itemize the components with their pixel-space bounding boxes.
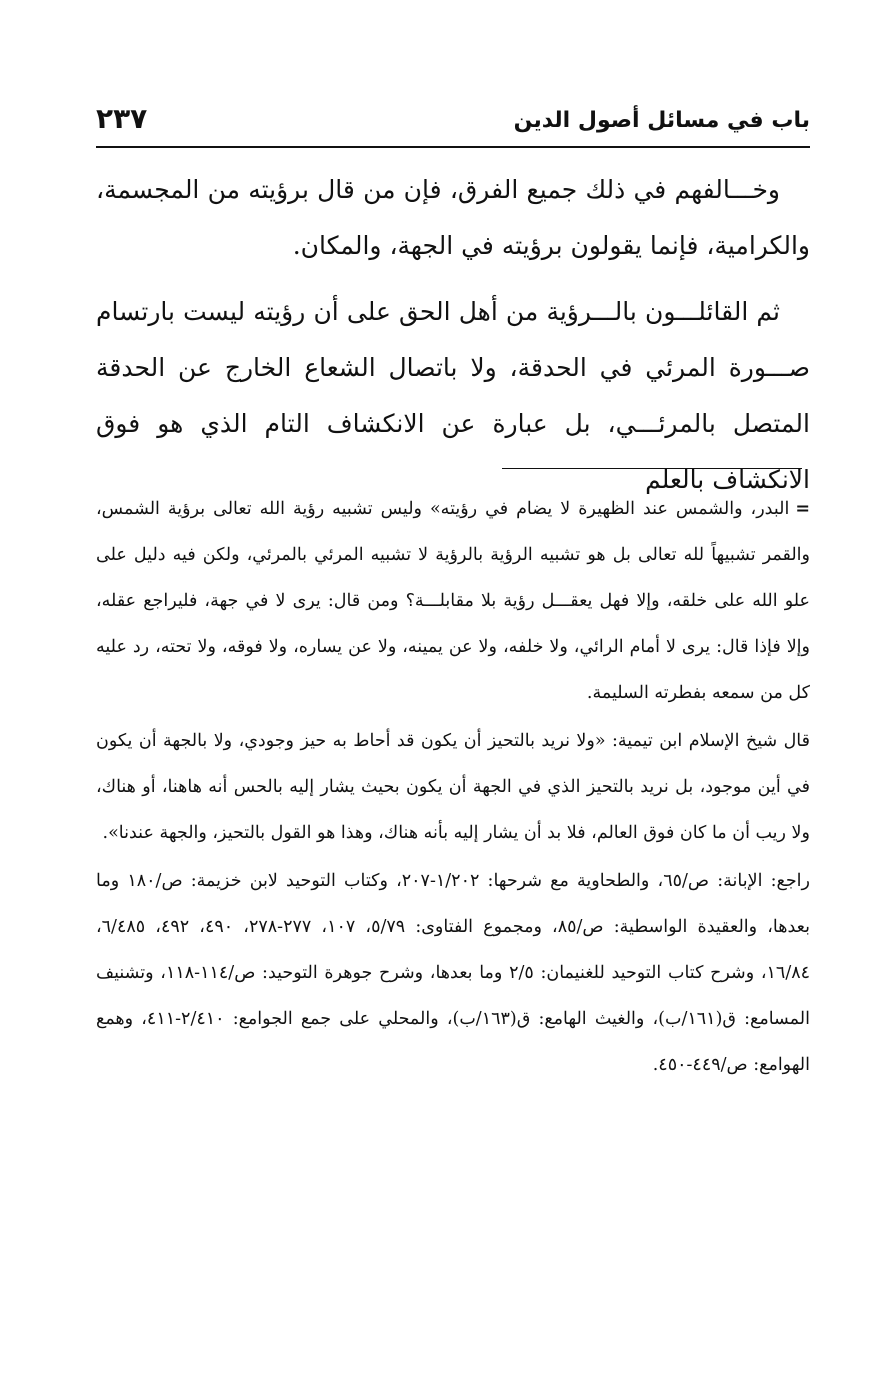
main-text	[96, 162, 810, 518]
footnote-text-1: البدر، والشمس عند الظهيرة لا يضام في رؤيته» وليس تشبيه رؤية الله تعالى برؤية الشمس، والقمر تشبيهاً لله تعالى بل هو تشبيه الرؤية بالرؤية لا تشبيه المرئي بالمرئي، ولكن فيه دليل على علو الله على خلقه، وإلا فهل يعقـــل رؤية بلا مقابلـــة؟ ومن قال: يرى لا في جهة، فليراجع عقله، وإلا فإذا قال: يرى لا أمام الرائي، ولا خلفه، ولا عن يمينه، ولا عن يساره، ولا فوقه، ولا تحته، رد عليه كل من سمعه بفطرته السليمة.	[96, 499, 810, 703]
main-paragraph-2: ثم القائلـــون بالـــرؤية من أهل الحق على أن رؤيته ليست بارتسام صـــورة المرئي في الحدقة، ولا باتصال الشعاع الخارج عن الحدقة المتصل بالمرئـــي، بل عبارة عن الانكشاف التام الذي هو فوق الانكشاف بالعلم	[96, 297, 810, 494]
footnote-continuation-mark: =	[795, 499, 810, 519]
main-paragraph-1: وخـــالفهم في ذلك جميع الفرق، فإن من قال برؤيته من المجسمة، والكرامية، فإنما يقولون برؤيته في الجهة، والمكان.	[96, 175, 810, 260]
footnote-paragraph-3: راجع: الإبانة: ص/٦٥، والطحاوية مع شرحها: ١/٢٠٢-٢٠٧، وكتاب التوحيد لابن خزيمة: ص/١٨٠ وما بعدها، والعقيدة الواسطية: ص/٨٥، ومجموع الفتاوى: ٥/٧٩، ١٠٧، ٢٧٧-٢٧٨، ٤٩٠، ٤٩٢، ٦/٤٨٥، ١٦/٨٤، وشرح كتاب التوحيد للغنيمان: ٢/٥ وما بعدها، وشرح جوهرة التوحيد: ص/١١٤-١١٨، وتشنيف المسامع: ق(١٦١/ب)، والغيث الهامع: ق(١٦٣/ب)، والمحلي على جمع الجوامع: ٢/٤١٠-٤١١، وهمع الهوامع: ص/٤٤٩-٤٥٠.	[96, 871, 811, 1075]
footnote-paragraph-1	[96, 486, 810, 716]
footnote-paragraph-2: قال شيخ الإسلام ابن تيمية: «ولا نريد بالتحيز أن يكون قد أحاط به حيز وجودي، ولا بالجهة أن يكون في أين موجود، بل نريد بالتحيز الذي في الجهة أن يكون بحيث يشار إليه بالحس أنه هاهنا، أو هناك، ولا ريب أن ما كان فوق العالم، فلا بد أن يشار إليه بأنه هناك، وهذا هو القول بالتحيز، والجهة عندنا».	[96, 731, 810, 843]
footnote-divider	[502, 468, 802, 469]
running-title: باب في مسائل أصول الدين	[513, 108, 810, 133]
page-header	[96, 98, 810, 148]
page-number: ٢٣٧	[96, 102, 148, 135]
footnotes	[96, 486, 810, 1090]
